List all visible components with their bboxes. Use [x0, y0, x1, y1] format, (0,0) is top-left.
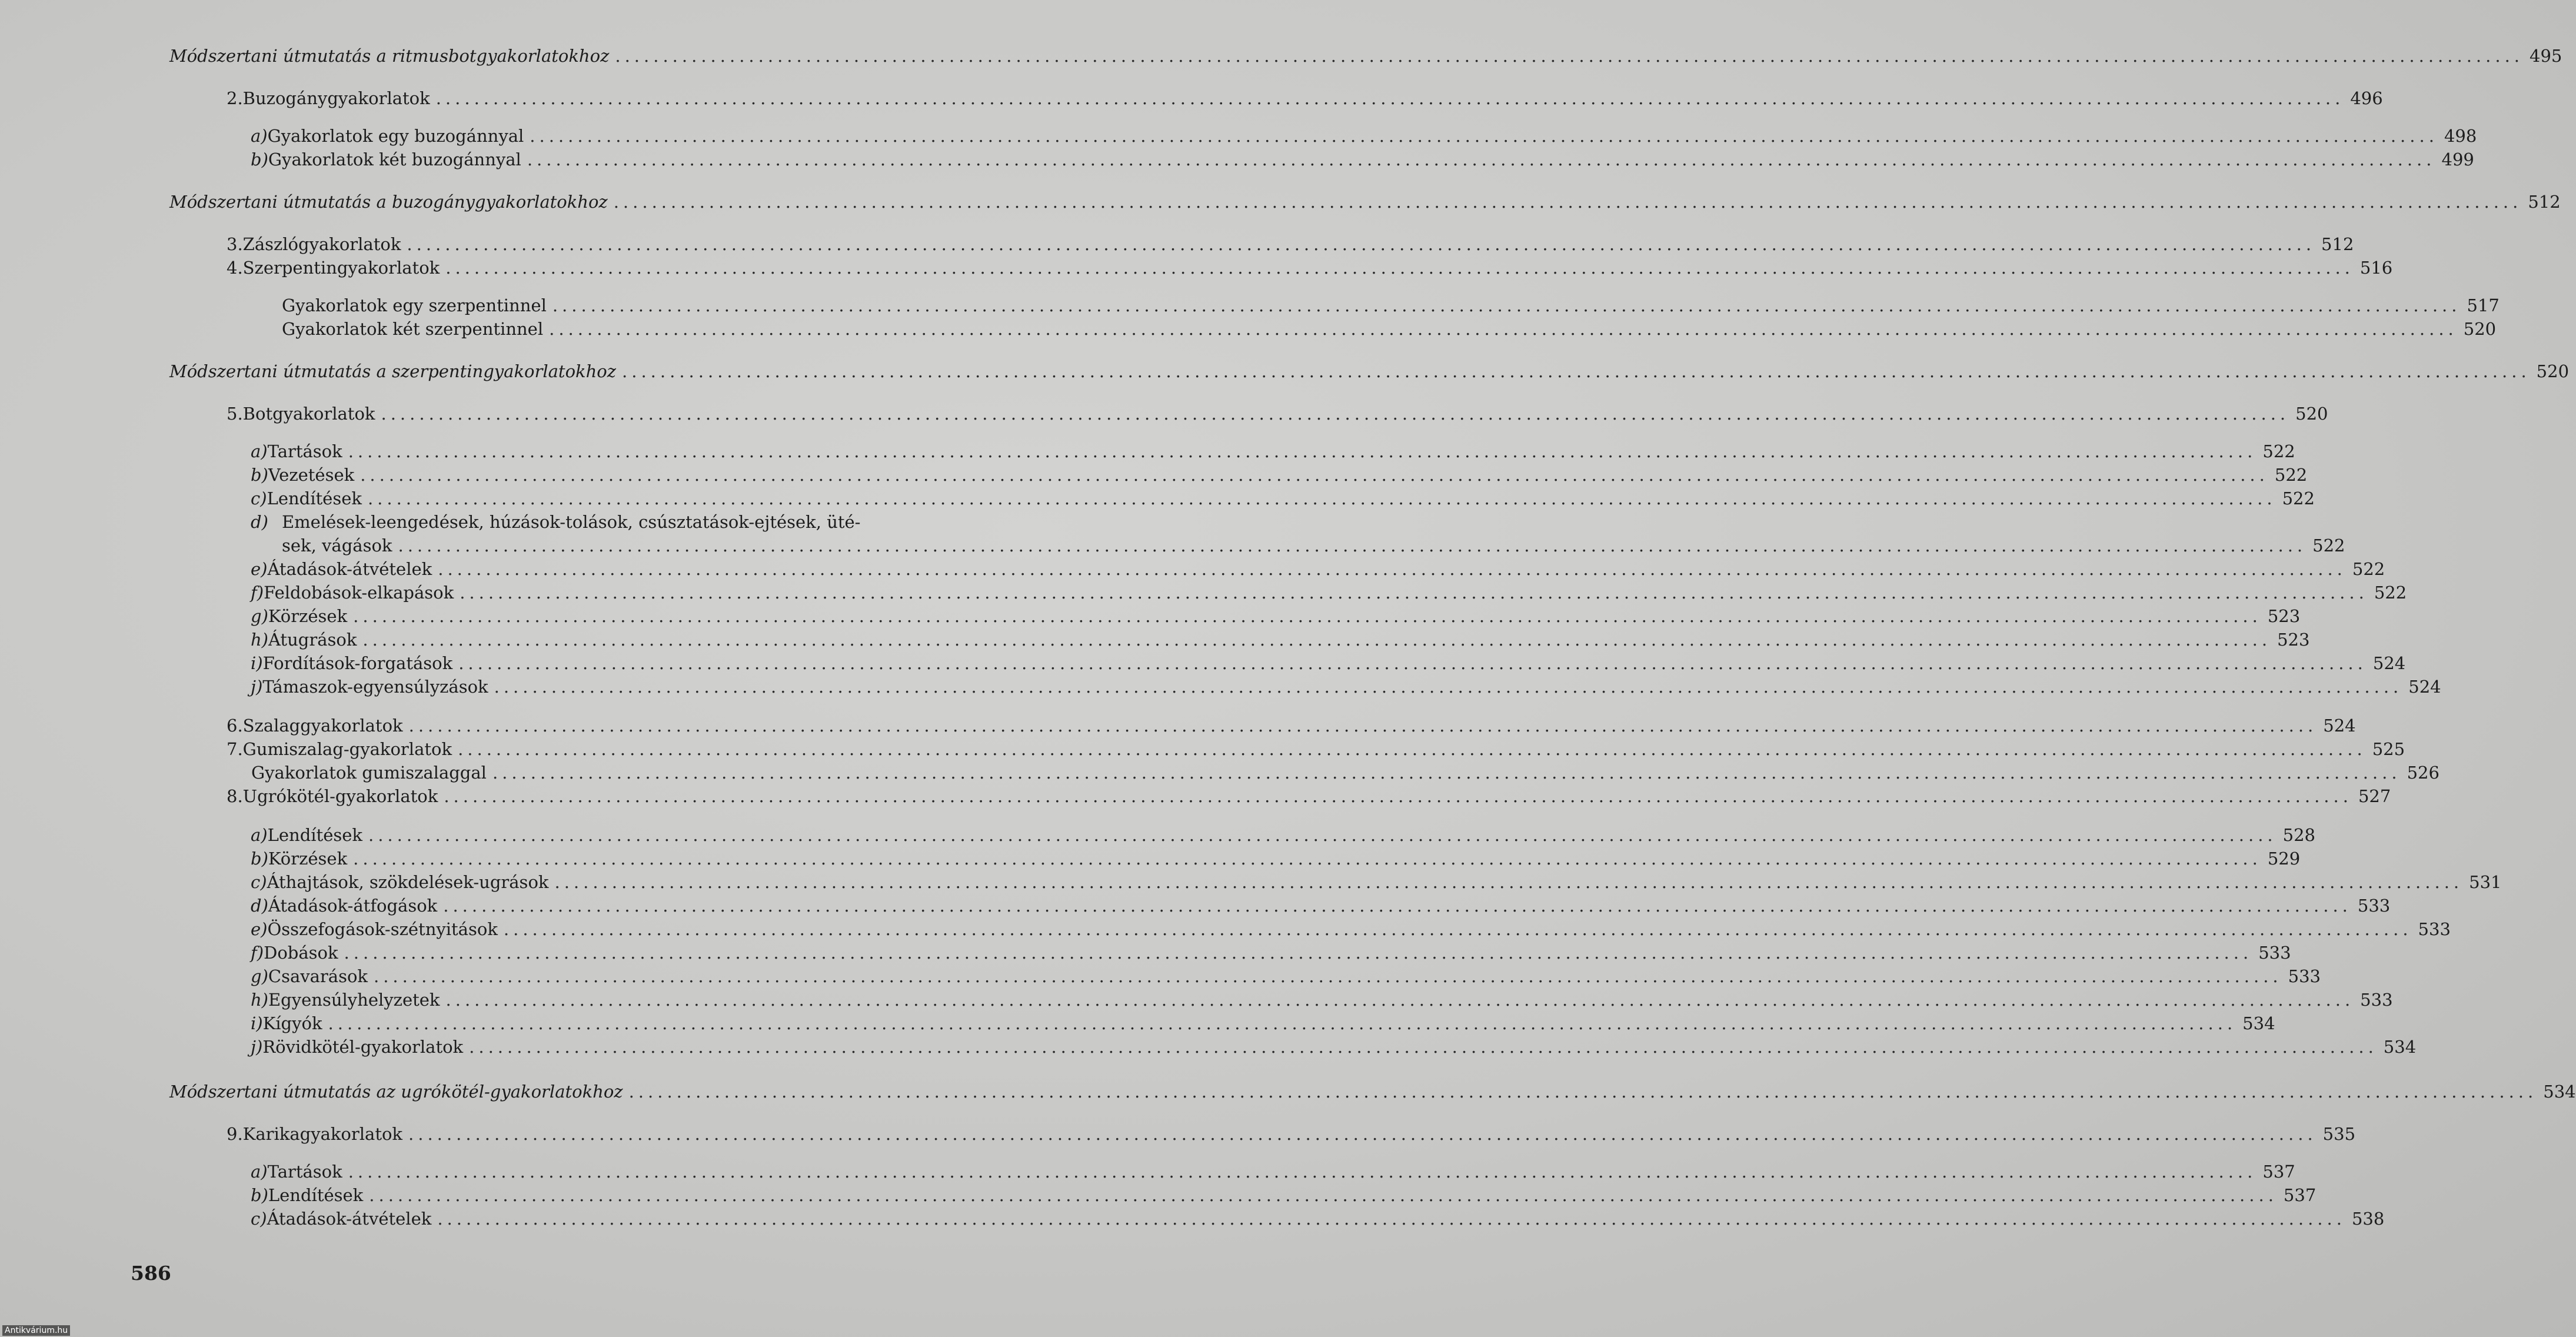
toc-entry-title: Gyakorlatok egy szerpentinnel [282, 295, 547, 315]
toc-entry-title: Átugrások [268, 630, 357, 650]
toc-entry [0, 258, 2393, 281]
toc-leader-dots: ........................................................................................................................................................................................................ [362, 630, 2272, 650]
toc-entry [0, 559, 2385, 583]
toc-entry [0, 88, 2383, 112]
toc-entry-page: 526 [2407, 763, 2439, 783]
toc-leader-dots: ........................................................................................................................................................................................................ [435, 88, 2345, 108]
toc-entry-number: i) [251, 653, 263, 673]
toc-entry-number: g) [251, 966, 268, 986]
toc-entry-page: 499 [2441, 149, 2474, 169]
toc-leader-dots: ........................................................................................................................................................................................................ [458, 653, 2367, 673]
toc-entry-page: 535 [2322, 1124, 2356, 1144]
toc-entry [0, 583, 2407, 606]
toc-entry-page: 496 [2350, 88, 2383, 108]
toc-leader-dots: ........................................................................................................................................................................................................ [494, 677, 2403, 697]
toc-leader-dots: ........................................................................................................................................................................................................ [367, 488, 2277, 508]
toc-leader-dots: ........................................................................................................................................................................................................ [374, 966, 2282, 986]
toc-entry [0, 465, 2308, 488]
toc-leader-dots: ........................................................................................................................................................................................................ [438, 559, 2347, 579]
toc-leader-dots: ........................................................................................................................................................................................................ [360, 465, 2269, 485]
toc-leader-dots: ........................................................................................................................................................................................................ [622, 361, 2531, 381]
toc-entry-title: Módszertani útmutatás a ritmusbotgyakorlatokhoz [169, 46, 610, 66]
toc-entry-number: 9. [227, 1124, 243, 1144]
toc-entry-page: 533 [2288, 966, 2321, 986]
toc-entry-title: Vezetések [268, 465, 355, 485]
toc-leader-dots: ........................................................................................................................................................................................................ [530, 126, 2438, 146]
toc-entry-page: 524 [2323, 716, 2356, 736]
toc-leader-dots: ........................................................................................................................................................................................................ [458, 739, 2367, 759]
toc-leader-dots: ........................................................................................................................................................................................................ [408, 716, 2318, 736]
toc-entry [0, 606, 2301, 630]
toc-leader-dots: ........................................................................................................................................................................................................ [444, 786, 2352, 806]
toc-entry [0, 966, 2321, 990]
toc-entry-number: c) [251, 1209, 267, 1229]
toc-entry-page: 522 [2374, 583, 2407, 603]
toc-entry [0, 234, 2354, 258]
toc-entry-page: 528 [2282, 825, 2315, 845]
toc-entry-title: Tartások [267, 1162, 342, 1182]
toc-entry-title: Botgyakorlatok [242, 404, 375, 424]
toc-entry-page: 533 [2418, 919, 2451, 939]
toc-entry-page: 533 [2357, 896, 2391, 916]
toc-entry-page: 524 [2408, 677, 2441, 697]
toc-entry-title: Lendítések [267, 825, 362, 845]
toc-entry-number: j) [251, 677, 263, 697]
toc-entry-title: Buzogánygyakorlatok [242, 88, 430, 108]
toc-entry-title: Karikagyakorlatok [242, 1124, 403, 1144]
toc-leader-dots: ........................................................................................................................................................................................................ [369, 1185, 2278, 1205]
toc-entry [0, 1185, 2317, 1209]
toc-entry-page: 522 [2262, 441, 2295, 461]
toc-entry [0, 849, 2301, 872]
toc-entry-number: f) [251, 943, 264, 963]
toc-entry-number: 7. [227, 739, 243, 759]
toc-entry [0, 896, 2391, 919]
toc-entry [0, 441, 2295, 465]
toc-entry [0, 990, 2393, 1013]
toc-entry-page: 534 [2383, 1037, 2417, 1057]
toc-leader-dots: ........................................................................................................................................................................................................ [445, 990, 2355, 1010]
toc-leader-dots: ........................................................................................................................................................................................................ [348, 441, 2257, 461]
toc-leader-dots: ........................................................................................................................................................................................................ [353, 606, 2262, 626]
toc-entry-title: Gyakorlatok két buzogánnyal [268, 149, 521, 169]
toc-entry-title: Átadások-átfogások [268, 896, 438, 916]
toc-entry-number: a) [251, 825, 268, 845]
toc-entry-number: j) [251, 1037, 263, 1057]
toc-entry [0, 536, 2345, 559]
toc-entry-title: Gyakorlatok két szerpentinnel [282, 319, 544, 339]
toc-entry [0, 1037, 2417, 1060]
toc-entry [0, 739, 2405, 763]
toc-entry-title: Rövidkötél-gyakorlatok [262, 1037, 464, 1057]
toc-entry [0, 488, 2315, 512]
toc-entry-page: 531 [2469, 872, 2502, 892]
toc-entry [0, 149, 2474, 173]
toc-entry-title: Módszertani útmutatás a buzogánygyakorlatokhoz [169, 192, 608, 212]
toc-entry-number: h) [251, 630, 268, 650]
toc-entry [0, 872, 2502, 896]
toc-leader-dots: ........................................................................................................................................................................................................ [353, 849, 2262, 869]
toc-entry [0, 1124, 2356, 1148]
toc-entry-page: 522 [2312, 536, 2345, 556]
toc-leader-dots: ........................................................................................................................................................................................................ [527, 149, 2436, 169]
toc-leader-dots: ........................................................................................................................................................................................................ [460, 583, 2368, 603]
toc-entry-number: 2. [227, 88, 243, 108]
toc-entry-page: 537 [2262, 1162, 2295, 1182]
toc-entry-number: d) [251, 896, 268, 916]
toc-entry [0, 361, 2570, 385]
toc-entry-number: b) [251, 1185, 268, 1205]
toc-entry-title: Gyakorlatok egy buzogánnyal [267, 126, 524, 146]
toc-leader-dots: ........................................................................................................................................................................................................ [552, 295, 2461, 315]
toc-entry-number: f) [251, 583, 264, 603]
toc-entry-title: sek, vágások [282, 536, 392, 556]
toc-entry-page: 520 [2295, 404, 2328, 424]
toc-entry-number: e) [251, 559, 268, 579]
toc-entry [0, 763, 2439, 786]
toc-entry-number: g) [251, 606, 268, 626]
toc-leader-dots: ........................................................................................................................................................................................................ [613, 192, 2522, 212]
toc-entry-page: 523 [2267, 606, 2301, 626]
toc-entry-title: Ugrókötél-gyakorlatok [242, 786, 438, 806]
toc-leader-dots: ........................................................................................................................................................................................................ [615, 46, 2524, 66]
toc-entry-title: Feldobások-elkapások [264, 583, 454, 603]
toc-entry-title: Szerpentingyakorlatok [242, 258, 440, 278]
toc-leader-dots: ........................................................................................................................................................................................................ [443, 896, 2352, 916]
toc-entry [0, 126, 2477, 149]
toc-entry-number: 8. [227, 786, 243, 806]
toc-entry-number: 3. [227, 234, 243, 254]
toc-entry-page: 498 [2444, 126, 2477, 146]
toc-entry-page: 533 [2360, 990, 2393, 1010]
toc-entry-number: e) [251, 919, 268, 939]
toc-entry [0, 1209, 2385, 1232]
toc-entry [0, 825, 2315, 849]
toc-entry-page: 537 [2283, 1185, 2317, 1205]
toc-entry-number: a) [251, 441, 268, 461]
toc-entry-title: Átadások-átvételek [267, 1209, 432, 1229]
toc-entry-title: Gyakorlatok gumiszalaggal [251, 763, 487, 783]
toc-entry [0, 786, 2391, 810]
toc-entry-title: Módszertani útmutatás a szerpentingyakorlatokhoz [169, 361, 617, 381]
toc-entry-number: b) [251, 465, 268, 485]
toc-leader-dots: ........................................................................................................................................................................................................ [554, 872, 2464, 892]
toc-entry-page: 512 [2321, 234, 2354, 254]
toc-entry-number: d) [251, 512, 268, 532]
toc-entry-title: Dobások [264, 943, 338, 963]
toc-entry-page: 517 [2467, 295, 2500, 315]
toc-entry-page: 520 [2463, 319, 2497, 339]
toc-entry-title: Körzések [268, 606, 348, 626]
toc-entry [0, 677, 2441, 700]
toc-entry [0, 1162, 2295, 1185]
page-number: 586 [131, 1262, 171, 1285]
watermark: Antikvárium.hu [2, 1325, 70, 1336]
toc-entry-title: Lendítések [267, 488, 362, 508]
toc-entry-number: b) [251, 849, 268, 869]
toc-leader-dots: ........................................................................................................................................................................................................ [398, 536, 2307, 556]
toc-entry-title: Csavarások [268, 966, 368, 986]
toc-entry-title: Összefogások-szétnyitások [267, 919, 498, 939]
toc-entry-number: c) [251, 872, 267, 892]
toc-entry-title: Lendítések [268, 1185, 364, 1205]
toc-entry-title: Gumiszalag-gyakorlatok [242, 739, 452, 759]
toc-entry-number: c) [251, 488, 267, 508]
toc-leader-dots: ........................................................................................................................................................................................................ [344, 943, 2253, 963]
toc-entry-page: 533 [2258, 943, 2291, 963]
toc-entry-title: Fordítások-forgatások [262, 653, 453, 673]
toc-entry [0, 404, 2328, 427]
toc-leader-dots: ........................................................................................................................................................................................................ [549, 319, 2458, 339]
toc-entry [0, 1013, 2275, 1037]
toc-entry-title: Átadások-átvételek [267, 559, 432, 579]
toc-entry-title: Tartások [267, 441, 342, 461]
toc-entry [0, 943, 2291, 966]
toc-entry-number: a) [251, 1162, 268, 1182]
toc-entry-title: Zászlógyakorlatok [242, 234, 401, 254]
toc-entry-page: 512 [2528, 192, 2561, 212]
toc-leader-dots: ........................................................................................................................................................................................................ [408, 1124, 2317, 1144]
toc-entry-title: Áthajtások, szökdelések-ugrások [267, 872, 549, 892]
toc-leader-dots: ........................................................................................................................................................................................................ [328, 1013, 2237, 1033]
toc-entry-page: 495 [2530, 46, 2562, 66]
toc-entry-title: Körzések [268, 849, 348, 869]
toc-entry-page: 538 [2351, 1209, 2385, 1229]
toc-leader-dots: ........................................................................................................................................................................................................ [407, 234, 2316, 254]
toc-entry-page: 522 [2282, 488, 2315, 508]
toc-leader-dots: ........................................................................................................................................................................................................ [503, 919, 2412, 939]
toc-leader-dots: ........................................................................................................................................................................................................ [368, 825, 2277, 845]
toc-leader-dots: ........................................................................................................................................................................................................ [437, 1209, 2346, 1229]
toc-entry-number: 6. [227, 716, 243, 736]
toc-leader-dots: ........................................................................................................................................................................................................ [469, 1037, 2378, 1057]
toc-entry-number: h) [251, 990, 268, 1010]
toc-leader-dots: ........................................................................................................................................................................................................ [492, 763, 2401, 783]
toc-entry-title: Támaszok-egyensúlyzások [262, 677, 488, 697]
toc-entry [0, 512, 1003, 536]
toc-entry-page: 529 [2267, 849, 2301, 869]
toc-entry-title: Módszertani útmutatás az ugrókötél-gyakorlatokhoz [169, 1082, 623, 1102]
toc-entry-title: Egyensúlyhelyzetek [268, 990, 440, 1010]
toc-entry [0, 46, 2562, 69]
toc-entry [0, 192, 2561, 215]
toc-leader-dots: ........................................................................................................................................................................................................ [348, 1162, 2257, 1182]
toc-entry-page: 516 [2359, 258, 2393, 278]
toc-entry-page: 520 [2536, 361, 2570, 381]
toc-entry-page: 522 [2352, 559, 2385, 579]
toc-entry-page: 524 [2372, 653, 2406, 673]
toc-entry [0, 630, 2310, 653]
toc-entry-page: 534 [2242, 1013, 2275, 1033]
toc-entry-title: Szalaggyakorlatok [242, 716, 403, 736]
toc-entry-number: b) [251, 149, 268, 169]
toc-entry [0, 295, 2500, 319]
toc-entry-number: 5. [227, 404, 243, 424]
toc-entry-page: 523 [2277, 630, 2310, 650]
toc-entry [0, 919, 2451, 943]
toc-entry-page: 525 [2372, 739, 2405, 759]
toc-entry-page: 522 [2274, 465, 2308, 485]
toc-leader-dots: ........................................................................................................................................................................................................ [445, 258, 2354, 278]
toc-entry-title: Kígyók [262, 1013, 322, 1033]
toc-entry-number: i) [251, 1013, 263, 1033]
toc-entry [0, 716, 2356, 739]
toc-entry-title: Emelések-leengedések, húzások-tolások, csúsztatások-ejtések, üté- [282, 512, 861, 532]
toc-entry-page: 534 [2543, 1082, 2576, 1102]
toc-entry-number: 4. [227, 258, 243, 278]
toc-entry-number: a) [251, 126, 268, 146]
toc-leader-dots: ........................................................................................................................................................................................................ [381, 404, 2290, 424]
toc-entry-page: 527 [2358, 786, 2391, 806]
toc-leader-dots: ........................................................................................................................................................................................................ [628, 1082, 2538, 1102]
toc-entry [0, 1082, 2576, 1105]
toc-entry [0, 319, 2497, 342]
toc-entry [0, 653, 2406, 677]
